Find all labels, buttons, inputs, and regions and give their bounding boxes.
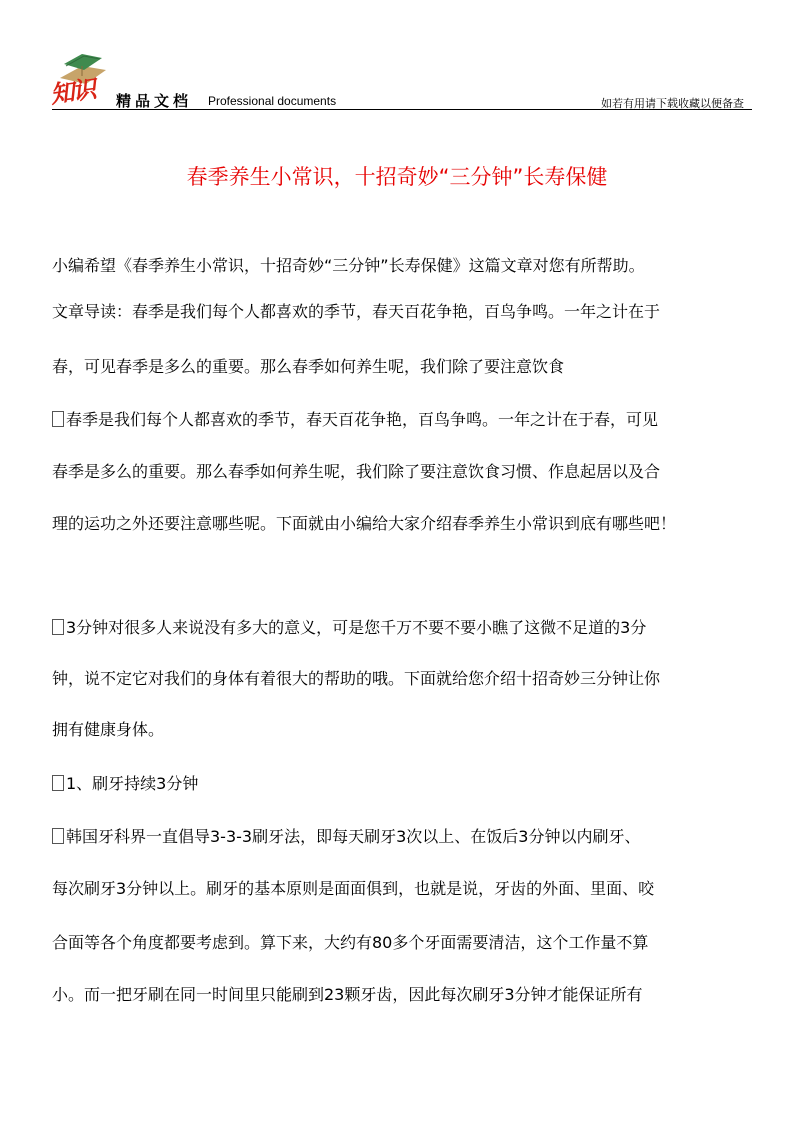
text-line [52,933,648,953]
logo [48,48,124,110]
text-line [52,774,198,794]
text-line [52,462,660,482]
text-line [52,302,660,322]
line-text: 钟，说不定它对我们的身体有着很大的帮助的哦。下面就给您介绍十招奇妙三分钟让你 [52,669,661,688]
line-text: 小编希望《春季养生小常识，十招奇妙“三分钟”长寿保健》这篇文章对您有所帮助。 [52,256,645,275]
text-line [52,669,660,689]
line-text: 1、刷牙持续3分钟 [66,774,199,793]
brand-title: 精品文档 [116,92,193,110]
page-header [48,48,752,112]
logo-text: 知识 [48,74,97,109]
article-title: 春季养生小常识，十招奇妙“三分钟”长寿保健 [186,165,608,189]
line-text: 韩国牙科界一直倡导3-3-3刷牙法，即每天刷牙3次以上、在饭后3分钟以内刷牙、 [66,827,641,846]
text-line [52,514,676,534]
line-text: 春季是多么的重要。那么春季如何养生呢，我们除了要注意饮食习惯、作息起居以及合 [52,462,661,481]
line-text: 每次刷牙3分钟以上。刷牙的基本原则是面面俱到，也就是说，牙齿的外面、里面、咬 [52,879,655,898]
checkbox-icon [52,619,64,635]
checkbox-icon [52,775,64,791]
checkbox-icon [52,828,64,844]
line-text: 文章导读：春季是我们每个人都喜欢的季节，春天百花争艳，百鸟争鸣。一年之计在于 [52,302,661,321]
text-line [52,985,643,1005]
line-text: 春，可见春季是多么的重要。那么春季如何养生呢，我们除了要注意饮食 [52,357,565,376]
header-divider [52,109,752,110]
line-text: 合面等各个角度都要考虑到。算下来，大约有80多个牙面需要清洁，这个工作量不算 [52,933,649,952]
line-text: 理的运功之外还要注意哪些呢。下面就由小编给大家介绍春季养生小常识到底有哪些吧！ [52,514,677,533]
line-text: 春季是我们每个人都喜欢的季节，春天百花争艳，百鸟争鸣。一年之计在于春，可见 [66,410,659,429]
text-line [52,357,564,377]
text-line [52,256,645,276]
brand-subtitle: Professional documents [208,94,337,108]
text-line [52,879,654,899]
line-text: 小。而一把牙刷在同一时间里只能刷到23颗牙齿，因此每次刷牙3分钟才能保证所有 [52,985,643,1004]
checkbox-icon [52,411,64,427]
header-note: 如若有用请下载收藏以便备查 [601,97,744,110]
text-line [52,827,640,847]
line-text: 拥有健康身体。 [52,720,165,739]
line-text: 3分钟对很多人来说没有多大的意义，可是您千万不要不要小瞧了这微不足道的3分 [66,618,647,637]
text-line [52,618,646,638]
text-line [52,720,164,740]
text-line [52,410,658,430]
